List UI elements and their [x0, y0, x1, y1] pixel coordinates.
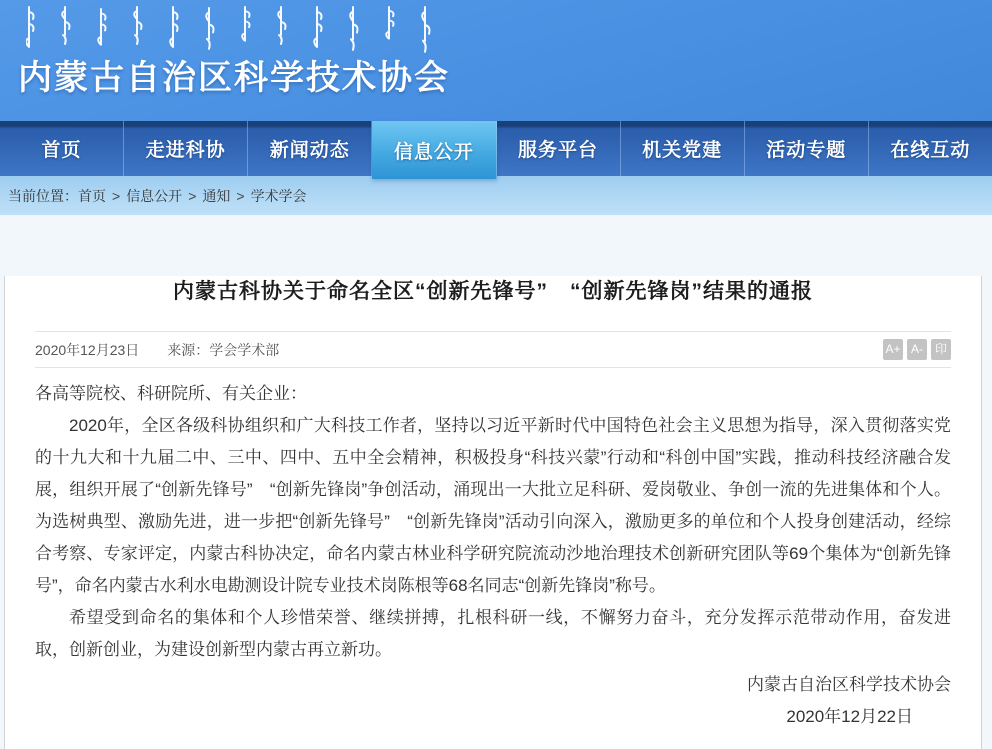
article-body: [5, 368, 981, 733]
main-nav: [0, 121, 992, 176]
article-signature-block: [35, 669, 951, 733]
nav-item-activities[interactable]: 活动专题: [745, 121, 869, 176]
breadcrumb-item-academic-society[interactable]: 学术学会: [250, 187, 307, 204]
nav-item-info-disclosure[interactable]: 信息公开: [372, 121, 496, 179]
mongolian-script-decoration: [26, 6, 446, 54]
nav-item-news[interactable]: 新闻动态: [248, 121, 372, 176]
breadcrumb-separator: >: [188, 187, 197, 204]
article-panel: [4, 276, 982, 749]
breadcrumb-item-home[interactable]: 首页: [78, 187, 106, 204]
breadcrumb: [0, 176, 992, 216]
article-tools: [883, 339, 951, 360]
breadcrumb-item-info-disclosure[interactable]: 信息公开: [126, 187, 183, 204]
font-increase-button[interactable]: A+: [883, 339, 903, 360]
font-decrease-button[interactable]: A-: [907, 339, 927, 360]
breadcrumb-prefix: 当前位置：: [8, 187, 78, 204]
article-source: 来源：学会学术部: [167, 341, 280, 358]
article-date: 2020年12月23日: [35, 341, 140, 358]
nav-item-service-platform[interactable]: 服务平台: [497, 121, 621, 176]
nav-item-home[interactable]: 首页: [0, 121, 124, 176]
nav-item-about[interactable]: 走进科协: [124, 121, 248, 176]
breadcrumb-separator: >: [112, 187, 121, 204]
article-sign-date: 2020年12月22日: [786, 707, 913, 726]
breadcrumb-separator: >: [236, 187, 245, 204]
article-signature: 内蒙古自治区科学技术协会: [747, 675, 951, 694]
article-salutation: 各高等院校、科研院所、有关企业：: [35, 384, 307, 403]
article-title: 内蒙古科协关于命名全区“创新先锋号” “创新先锋岗”结果的通报: [173, 280, 813, 303]
article-meta-row: [35, 331, 951, 368]
article-paragraph: 希望受到命名的集体和个人珍惜荣誉、继续拼搏，扎根科研一线，不懈努力奋斗，充分发挥示范带动作用，奋发进取，创新创业，为建设创新型内蒙古再立新功。: [35, 608, 951, 659]
nav-item-party-building[interactable]: 机关党建: [621, 121, 745, 176]
nav-item-online-interaction[interactable]: 在线互动: [890, 140, 971, 161]
article-paragraph: 2020年，全区各级科协组织和广大科技工作者，坚持以习近平新时代中国特色社会主义思想为指导，深入贯彻落实党的十九大和十九届二中、三中、四中、五中全会精神，积极投身“科技兴蒙”行动和“科创中国”实践，推动科技经济融合发展，组织开展了“创新先锋号” “创新先锋岗”争创活动，涌现出一大批立足科研、爱岗敬业、争创一流的先进集体和个人。为选树典型、激励先进，进一步把“创新先锋号” “创新先锋岗”活动引向深入，激励更多的单位和个人投身创建活动，经综合考察、专家评定，内蒙古科协决定，命名内蒙古林业科学研究院流动沙地治理技术创新研究团队等69个集体为“创新先锋号”，命名内蒙古水利水电勘测设计院专业技术岗陈根等68名同志“创新先锋岗”称号。: [35, 416, 951, 595]
site-title: 内蒙古自治区科学技术协会: [18, 59, 450, 97]
breadcrumb-item-notices[interactable]: 通知: [202, 187, 231, 204]
site-header: [0, 0, 992, 121]
print-button[interactable]: 印: [931, 339, 951, 360]
